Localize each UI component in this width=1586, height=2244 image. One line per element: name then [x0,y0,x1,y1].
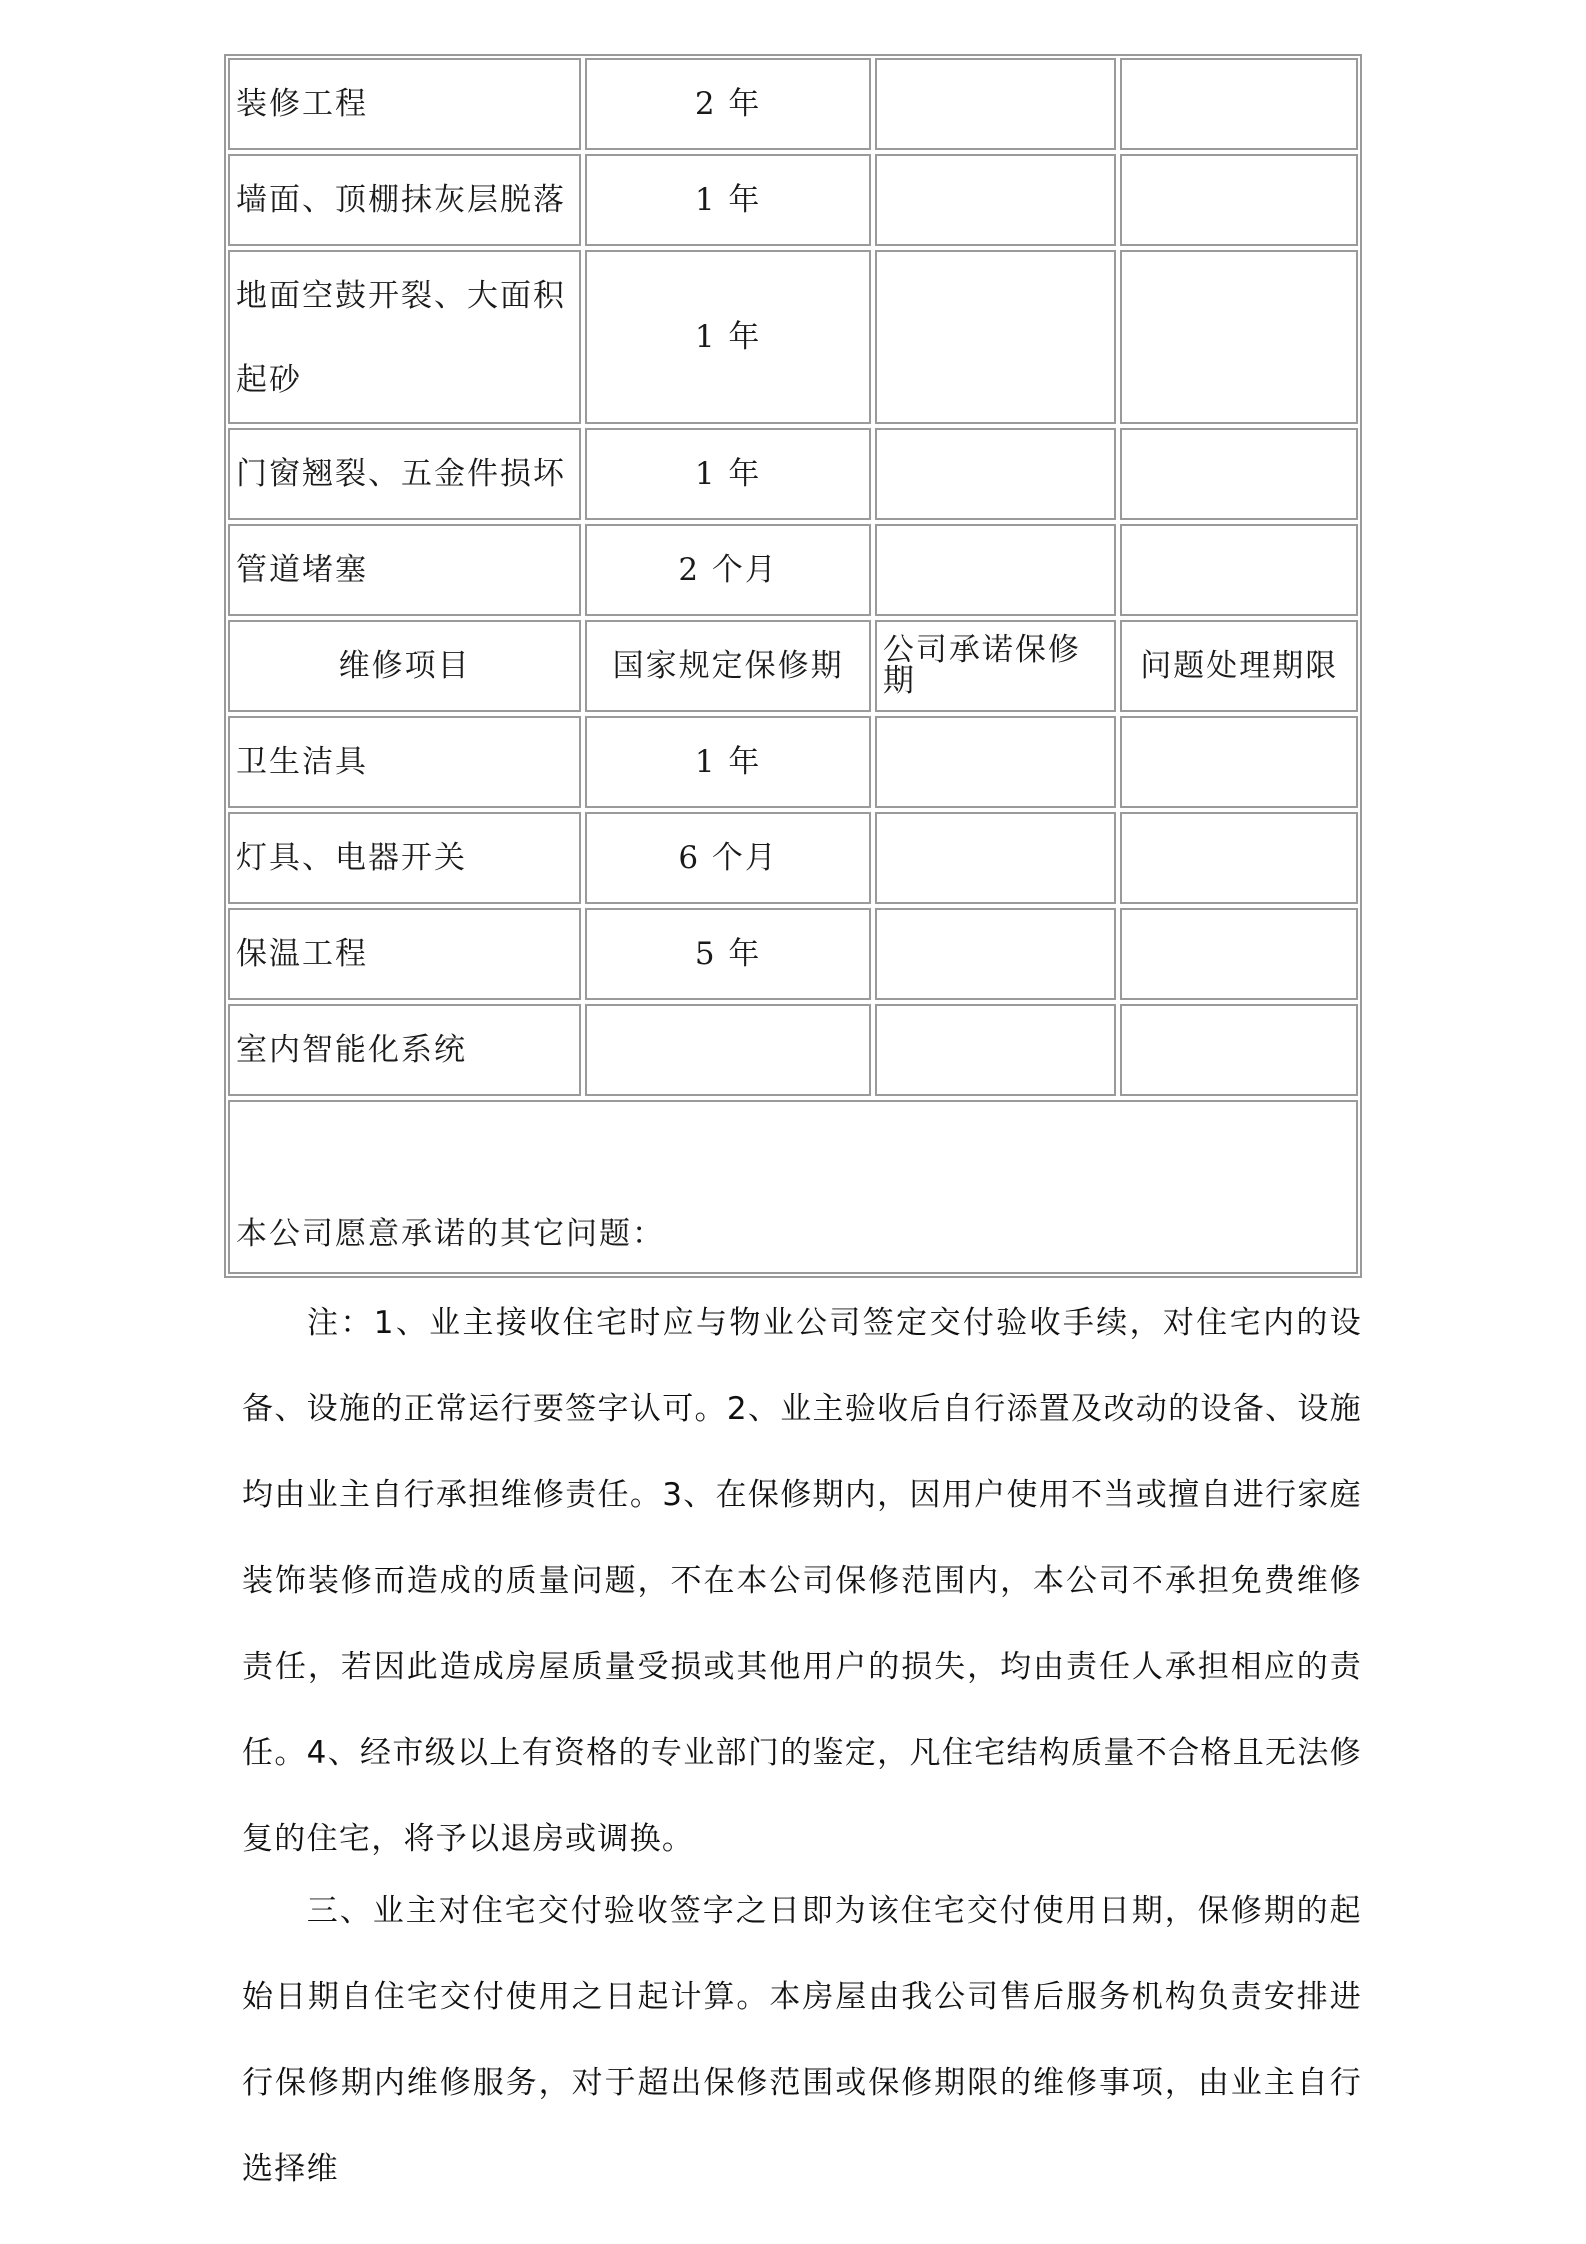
national-period-cell: 2 年 [585,58,870,150]
table-row [228,58,1358,150]
deadline-cell [1120,58,1358,150]
table-row [228,716,1358,808]
company-period-cell [875,812,1117,904]
national-period-cell: 1 年 [585,716,870,808]
item-cell: 门窗翘裂、五金件损坏 [228,428,581,520]
item-cell: 灯具、电器开关 [228,812,581,904]
item-line-1: 地面空鼓开裂、大面积 [236,278,566,314]
item-line-2: 起砂 [236,362,302,398]
deadline-cell [1120,812,1358,904]
table-header-row [228,620,1358,712]
deadline-cell [1120,716,1358,808]
table-row-other-commitments [228,1100,1358,1274]
deadline-cell [1120,1004,1358,1096]
header-company-period: 公司承诺保修期 [875,620,1117,712]
note-paragraph [242,1280,1362,1882]
company-period-cell [875,428,1117,520]
company-period-cell [875,1004,1117,1096]
table-row [228,524,1358,616]
item-cell [228,250,581,424]
company-period-cell [875,58,1117,150]
header-deadline: 问题处理期限 [1120,620,1358,712]
other-commitments-cell: 本公司愿意承诺的其它问题： [228,1100,1358,1274]
company-period-cell [875,908,1117,1000]
deadline-cell [1120,428,1358,520]
deadline-cell [1120,908,1358,1000]
table-row [228,908,1358,1000]
item-cell: 装修工程 [228,58,581,150]
table-row [228,250,1358,424]
national-period-cell [585,1004,870,1096]
item-cell: 保温工程 [228,908,581,1000]
table-row [228,812,1358,904]
deadline-cell [1120,154,1358,246]
company-period-cell [875,250,1117,424]
deadline-cell [1120,524,1358,616]
national-period-cell: 1 年 [585,250,870,424]
national-period-cell: 2 个月 [585,524,870,616]
table-row [228,154,1358,246]
national-period-cell: 6 个月 [585,812,870,904]
item-cell: 卫生洁具 [228,716,581,808]
national-period-cell: 1 年 [585,428,870,520]
header-national-period: 国家规定保修期 [585,620,870,712]
company-period-cell [875,154,1117,246]
paragraph-three [242,1868,1362,2212]
note-text: 注：1、业主接收住宅时应与物业公司签定交付验收手续，对住宅内的设备、设施的正常运行要签字认可。2、业主验收后自行添置及改动的设备、设施均由业主自行承担维修责任。3、在保修期内，因用户使用不当或擅自进行家庭装饰装修而造成的质量问题，不在本公司保修范围内，本公司不承担免费维修责任，若因此造成房屋质量受损或其他用户的损失，均由责任人承担相应的责任。4、经市级以上有资格的专业部门的鉴定，凡住宅结构质量不合格且无法修复的住宅，将予以退房或调换。 [242,1305,1362,1857]
national-period-cell: 1 年 [585,154,870,246]
company-period-cell [875,524,1117,616]
item-cell: 室内智能化系统 [228,1004,581,1096]
paragraph-three-text: 三、业主对住宅交付验收签字之日即为该住宅交付使用日期，保修期的起始日期自住宅交付使用之日起计算。本房屋由我公司售后服务机构负责安排进行保修期内维修服务，对于超出保修范围或保修期限的维修事项，由业主自行选择维 [242,1893,1362,2187]
table-row [228,428,1358,520]
table-row [228,1004,1358,1096]
national-period-cell: 5 年 [585,908,870,1000]
header-item: 维修项目 [228,620,581,712]
company-period-cell [875,716,1117,808]
item-cell: 管道堵塞 [228,524,581,616]
item-cell: 墙面、顶棚抹灰层脱落 [228,154,581,246]
warranty-table [224,54,1362,1278]
deadline-cell [1120,250,1358,424]
